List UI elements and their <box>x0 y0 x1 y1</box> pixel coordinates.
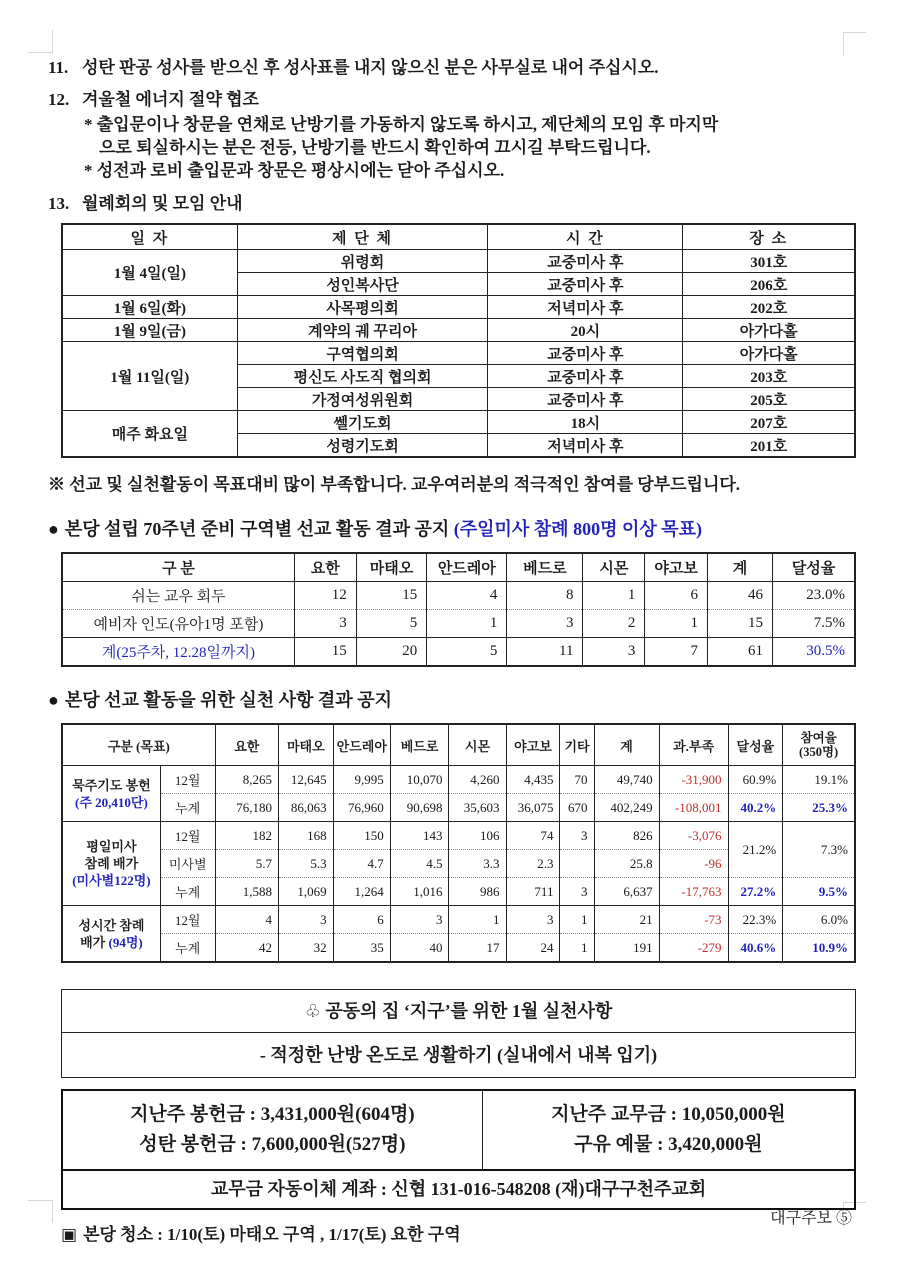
practice-achievement-cell: 21.2% <box>728 822 783 878</box>
column-header: 구 분 <box>62 553 294 582</box>
notice-12-bullet-2 <box>84 159 856 182</box>
region-row <box>62 582 855 610</box>
mission-shortage-note: ※ 선교 및 실천활동이 목표대비 많이 부족합니다. 교우여러분의 적극적인 참여를 당부드립니다. <box>48 475 741 494</box>
bullet-line-wrap: 으로 퇴실하시는 분은 전등, 난방기를 반드시 확인하여 끄시길 부탁드립니다. <box>99 138 651 157</box>
practice-group-label <box>62 766 160 822</box>
practice-row <box>62 906 855 934</box>
practice-surplus-deficit-cell: -96 <box>659 850 728 878</box>
practice-value-cell: 402,249 <box>594 794 659 822</box>
meeting-date-cell: 1월 6일(화) <box>62 296 237 319</box>
meeting-date-cell: 1월 11일(일) <box>62 342 237 411</box>
label-line <box>66 872 157 889</box>
practice-value-cell: 70 <box>560 766 594 794</box>
region-row <box>62 638 855 667</box>
practice-results-table <box>61 723 856 963</box>
region-value-cell: 8 <box>507 582 583 610</box>
meeting-date-cell: 매주 화요일 <box>62 411 237 458</box>
practice-value-cell: 9,995 <box>333 766 390 794</box>
notice-title: 월례회의 및 모임 안내 <box>82 194 243 213</box>
practice-value-cell: 76,180 <box>215 794 278 822</box>
practice-value-cell: 1,069 <box>278 878 333 906</box>
practice-value-cell: 6 <box>333 906 390 934</box>
column-header: 요한 <box>215 724 278 766</box>
practice-table-header-row <box>62 724 855 766</box>
label-line <box>66 777 157 794</box>
practice-value-cell: 2.3 <box>506 850 560 878</box>
practice-value-cell: 76,960 <box>333 794 390 822</box>
region-value-cell: 4 <box>427 582 507 610</box>
practice-subrow-label: 12월 <box>160 822 215 850</box>
last-week-offering: 지난주 봉헌금 : 3,431,000원(604명) <box>130 1104 415 1125</box>
practice-value-cell: 35 <box>333 934 390 963</box>
practice-value-cell: 1,016 <box>390 878 449 906</box>
meeting-date-cell: 1월 9일(금) <box>62 319 237 342</box>
practice-row <box>62 794 855 822</box>
column-header-participation <box>783 724 855 766</box>
column-header-group: 제 단 체 <box>237 224 488 250</box>
column-header-rate: 달성율 <box>772 553 855 582</box>
column-header: 마태오 <box>278 724 333 766</box>
practice-value-cell: 5.3 <box>278 850 333 878</box>
practice-value-cell: 3 <box>506 906 560 934</box>
practice-participation-cell: 7.3% <box>783 822 855 878</box>
meeting-date-cell: 1월 4일(일) <box>62 250 237 296</box>
region-row-label: 쉬는 교우 회두 <box>62 582 294 610</box>
section-title-highlight: (주일미사 참례 800명 이상 목표) <box>453 519 703 539</box>
practice-surplus-deficit-cell: -108,001 <box>659 794 728 822</box>
meeting-row <box>62 296 855 319</box>
region-value-cell: 7 <box>645 638 708 667</box>
bullet-icon: ● <box>48 690 59 710</box>
region-value-cell: 46 <box>707 582 772 610</box>
region-value-cell: 1 <box>645 610 708 638</box>
offering-box-top <box>63 1091 854 1169</box>
practice-subrow-label: 미사별 <box>160 850 215 878</box>
practice-value-cell: 1,588 <box>215 878 278 906</box>
meeting-time-cell: 저녁미사 후 <box>488 434 683 458</box>
meeting-place-cell: 202호 <box>683 296 855 319</box>
meeting-time-cell: 교중미사 후 <box>488 388 683 411</box>
bullet-icon: ● <box>48 519 59 539</box>
practice-achievement-cell: 60.9% <box>728 766 783 794</box>
region-value-cell: 20 <box>356 638 427 667</box>
practice-achievement-cell: 27.2% <box>728 878 783 906</box>
meeting-time-cell: 18시 <box>488 411 683 434</box>
meeting-row <box>62 319 855 342</box>
crop-mark-top-left <box>28 30 53 53</box>
region-value-cell: 1 <box>427 610 507 638</box>
meeting-place-cell: 203호 <box>683 365 855 388</box>
region-row <box>62 610 855 638</box>
bullet-line: * 출입문이나 창문을 연채로 난방기를 가동하지 않도록 하시고, 제단체의 모임 후 마지막 <box>84 115 719 134</box>
label-line <box>66 934 157 951</box>
region-value-cell: 3 <box>507 610 583 638</box>
meeting-row <box>62 342 855 365</box>
practice-value-cell: 3 <box>560 878 594 906</box>
practice-participation-cell: 6.0% <box>783 906 855 934</box>
practice-group-label <box>62 822 160 906</box>
crop-mark-top-right <box>843 32 866 56</box>
practice-value-cell: 5.7 <box>215 850 278 878</box>
square-marker-icon: ▣ <box>61 1225 78 1244</box>
meeting-group-cell: 가정여성위원회 <box>237 388 488 411</box>
notice-12-bullet-1 <box>84 113 856 159</box>
region-value-cell: 15 <box>356 582 427 610</box>
region-value-cell: 15 <box>294 638 356 667</box>
practice-surplus-deficit-cell: -73 <box>659 906 728 934</box>
practice-surplus-deficit-cell: -279 <box>659 934 728 963</box>
region-value-cell: 5 <box>356 610 427 638</box>
practice-value-cell: 670 <box>560 794 594 822</box>
region-value-cell: 5 <box>427 638 507 667</box>
practice-value-cell: 4,260 <box>449 766 506 794</box>
meeting-time-cell: 교중미사 후 <box>488 273 683 296</box>
label-line <box>66 838 157 855</box>
meeting-group-cell: 위령회 <box>237 250 488 273</box>
notice-number: 11. <box>48 58 69 77</box>
practice-row <box>62 766 855 794</box>
practice-subrow-label: 12월 <box>160 906 215 934</box>
practice-value-cell: 8,265 <box>215 766 278 794</box>
column-header: 요한 <box>294 553 356 582</box>
meeting-place-cell: 301호 <box>683 250 855 273</box>
practice-subrow-label: 12월 <box>160 766 215 794</box>
practice-row <box>62 822 855 850</box>
region-value-cell: 11 <box>507 638 583 667</box>
meeting-place-cell: 아가다홀 <box>683 319 855 342</box>
column-header: 시몬 <box>583 553 645 582</box>
practice-group-label <box>62 906 160 963</box>
page-footer: 대구주보 ⑤ <box>770 1210 852 1227</box>
region-value-cell: 6 <box>645 582 708 610</box>
meeting-group-cell: 구역협의회 <box>237 342 488 365</box>
cleaning-text: 본당 청소 : 1/10(토) 마태오 구역 , 1/17(토) 요한 구역 <box>83 1225 461 1244</box>
region-row-label: 예비자 인도(유아1명 포함) <box>62 610 294 638</box>
column-header-date: 일 자 <box>62 224 237 250</box>
region-value-cell: 15 <box>707 610 772 638</box>
practice-surplus-deficit-cell: -17,763 <box>659 878 728 906</box>
practice-value-cell: 3 <box>390 906 449 934</box>
offering-box <box>61 1089 856 1210</box>
notice-title: 겨울철 에너지 절약 협조 <box>82 90 259 109</box>
column-header-total: 계 <box>594 724 659 766</box>
practice-achievement-cell: 40.2% <box>728 794 783 822</box>
practice-subrow-label: 누계 <box>160 794 215 822</box>
practice-value-cell: 36,075 <box>506 794 560 822</box>
region-value-cell: 30.5% <box>772 638 855 667</box>
meeting-row <box>62 250 855 273</box>
practice-subrow-label: 누계 <box>160 878 215 906</box>
label-segment: 배가 <box>80 934 109 950</box>
practice-value-cell: 49,740 <box>594 766 659 794</box>
last-week-dues: 지난주 교무금 : 10,050,000원 <box>551 1104 786 1125</box>
region-row-label: 계(25주차, 12.28일까지) <box>62 638 294 667</box>
label-segment: (미사별122명) <box>72 873 151 888</box>
practice-achievement-cell: 22.3% <box>728 906 783 934</box>
practice-value-cell: 10,070 <box>390 766 449 794</box>
section-70th-heading <box>48 517 856 541</box>
notice-number: 13. <box>48 194 70 213</box>
practice-subrow-label: 누계 <box>160 934 215 963</box>
meeting-time-cell: 20시 <box>488 319 683 342</box>
practice-value-cell: 3.3 <box>449 850 506 878</box>
meeting-table-body <box>62 250 855 458</box>
practice-value-cell: 3 <box>560 822 594 850</box>
meeting-time-cell: 교중미사 후 <box>488 250 683 273</box>
practice-value-cell: 1 <box>560 934 594 963</box>
region-value-cell: 1 <box>583 582 645 610</box>
bullet-line: * 성전과 로비 출입문과 창문은 평상시에는 닫아 주십시오. <box>84 161 505 180</box>
label-line <box>66 917 157 934</box>
notice-number: 12. <box>48 90 70 109</box>
column-header: 안드레아 <box>333 724 390 766</box>
notice-item-13 <box>48 192 856 215</box>
region-value-cell: 3 <box>583 638 645 667</box>
practice-table-body <box>62 766 855 963</box>
meeting-group-cell: 성령기도회 <box>237 434 488 458</box>
offering-right-column <box>483 1091 854 1169</box>
label-segment: 묵주기도 봉헌 <box>72 777 151 793</box>
section-title: 본당 설립 70주년 준비 구역별 선교 활동 결과 공지 <box>64 519 450 539</box>
practice-value-cell: 4 <box>215 906 278 934</box>
offering-left-column <box>63 1091 483 1169</box>
label-line <box>66 794 157 811</box>
region-value-cell: 7.5% <box>772 610 855 638</box>
practice-value-cell: 90,698 <box>390 794 449 822</box>
practice-value-cell: 826 <box>594 822 659 850</box>
meeting-place-cell: 아가다홀 <box>683 342 855 365</box>
label-segment: 평일미사 <box>86 839 137 854</box>
practice-value-cell: 4,435 <box>506 766 560 794</box>
practice-participation-cell: 25.3% <box>783 794 855 822</box>
practice-value-cell: 4.5 <box>390 850 449 878</box>
practice-achievement-cell: 40.6% <box>728 934 783 963</box>
practice-value-cell: 182 <box>215 822 278 850</box>
meeting-place-cell: 207호 <box>683 411 855 434</box>
practice-value-cell: 25.8 <box>594 850 659 878</box>
autotransfer-account: 교무금 자동이체 계좌 : 신협 131-016-548208 (재)대구구천주교회 <box>63 1169 854 1208</box>
column-header-etc: 기타 <box>560 724 594 766</box>
practice-participation-cell: 9.5% <box>783 878 855 906</box>
practice-value-cell: 86,063 <box>278 794 333 822</box>
region-value-cell: 2 <box>583 610 645 638</box>
practice-value-cell: 4.7 <box>333 850 390 878</box>
column-header-time: 시 간 <box>488 224 683 250</box>
practice-value-cell: 35,603 <box>449 794 506 822</box>
practice-value-cell: 40 <box>390 934 449 963</box>
crib-gift: 구유 예물 : 3,420,000원 <box>574 1134 763 1155</box>
meeting-place-cell: 205호 <box>683 388 855 411</box>
column-header: 시몬 <box>449 724 506 766</box>
practice-value-cell <box>560 850 594 878</box>
practice-value-cell: 24 <box>506 934 560 963</box>
participation-header-line1: 참여율 <box>800 731 837 745</box>
practice-value-cell: 1,264 <box>333 878 390 906</box>
christmas-offering: 성탄 봉헌금 : 7,600,000원(527명) <box>139 1134 406 1155</box>
label-line <box>66 855 157 872</box>
column-header-category: 구분 (목표) <box>62 724 215 766</box>
meeting-table-header-row <box>62 224 855 250</box>
practice-row <box>62 934 855 963</box>
label-segment: 참례 배가 <box>84 856 139 871</box>
common-house-title: ♧ 공동의 집 ‘지구’를 위한 1월 실천사항 <box>62 990 855 1033</box>
notice-item-11 <box>48 56 856 79</box>
region-table-body <box>62 582 855 667</box>
meeting-time-cell: 저녁미사 후 <box>488 296 683 319</box>
label-segment: (주 20,410단) <box>75 794 148 810</box>
column-header: 베드로 <box>507 553 583 582</box>
practice-value-cell: 42 <box>215 934 278 963</box>
practice-surplus-deficit-cell: -31,900 <box>659 766 728 794</box>
section-title: 본당 선교 활동을 위한 실천 사항 결과 공지 <box>64 690 392 710</box>
meeting-time-cell: 교중미사 후 <box>488 365 683 388</box>
notice-text: 성탄 판공 성사를 받으신 후 성사표를 내지 않으신 분은 사무실로 내어 주십시오. <box>82 58 659 77</box>
practice-value-cell: 74 <box>506 822 560 850</box>
column-header-total: 계 <box>707 553 772 582</box>
common-house-body: - 적정한 난방 온도로 생활하기 (실내에서 내복 입기) <box>259 1045 658 1065</box>
practice-value-cell: 986 <box>449 878 506 906</box>
practice-participation-cell: 19.1% <box>783 766 855 794</box>
region-results-table <box>61 552 856 667</box>
region-value-cell: 61 <box>707 638 772 667</box>
column-header: 야고보 <box>506 724 560 766</box>
practice-value-cell: 150 <box>333 822 390 850</box>
column-header-achievement: 달성율 <box>728 724 783 766</box>
meeting-group-cell: 평신도 사도직 협의회 <box>237 365 488 388</box>
meeting-table <box>61 223 856 458</box>
region-value-cell: 23.0% <box>772 582 855 610</box>
practice-value-cell: 1 <box>560 906 594 934</box>
participation-header-line2: (350명) <box>799 745 839 759</box>
section-practice-heading <box>48 688 856 712</box>
meeting-place-cell: 206호 <box>683 273 855 296</box>
practice-value-cell: 168 <box>278 822 333 850</box>
meeting-group-cell: 계약의 궤 꾸리아 <box>237 319 488 342</box>
practice-value-cell: 32 <box>278 934 333 963</box>
meeting-group-cell: 성인복사단 <box>237 273 488 296</box>
practice-value-cell: 17 <box>449 934 506 963</box>
column-header: 베드로 <box>390 724 449 766</box>
practice-surplus-deficit-cell: -3,076 <box>659 822 728 850</box>
notice-item-12 <box>48 88 856 111</box>
meeting-group-cell: 사목평의회 <box>237 296 488 319</box>
practice-participation-cell: 10.9% <box>783 934 855 963</box>
meeting-row <box>62 411 855 434</box>
meeting-time-cell: 교중미사 후 <box>488 342 683 365</box>
practice-value-cell: 6,637 <box>594 878 659 906</box>
column-header-surplus-deficit: 과.부족 <box>659 724 728 766</box>
region-table-header-row <box>62 553 855 582</box>
meeting-place-cell: 201호 <box>683 434 855 458</box>
common-house-box <box>61 989 856 1078</box>
label-segment: (94명) <box>108 934 143 950</box>
practice-value-cell: 711 <box>506 878 560 906</box>
practice-value-cell: 21 <box>594 906 659 934</box>
practice-value-cell: 12,645 <box>278 766 333 794</box>
bulletin-page <box>48 56 856 1246</box>
practice-value-cell: 143 <box>390 822 449 850</box>
column-header: 안드레아 <box>427 553 507 582</box>
practice-row <box>62 878 855 906</box>
column-header-place: 장 소 <box>683 224 855 250</box>
region-value-cell: 12 <box>294 582 356 610</box>
practice-value-cell: 191 <box>594 934 659 963</box>
meeting-group-cell: 쎌기도회 <box>237 411 488 434</box>
practice-value-cell: 3 <box>278 906 333 934</box>
practice-value-cell: 1 <box>449 906 506 934</box>
column-header: 마태오 <box>356 553 427 582</box>
region-value-cell: 3 <box>294 610 356 638</box>
practice-value-cell: 106 <box>449 822 506 850</box>
column-header: 야고보 <box>645 553 708 582</box>
label-segment: 성시간 참례 <box>78 917 145 933</box>
